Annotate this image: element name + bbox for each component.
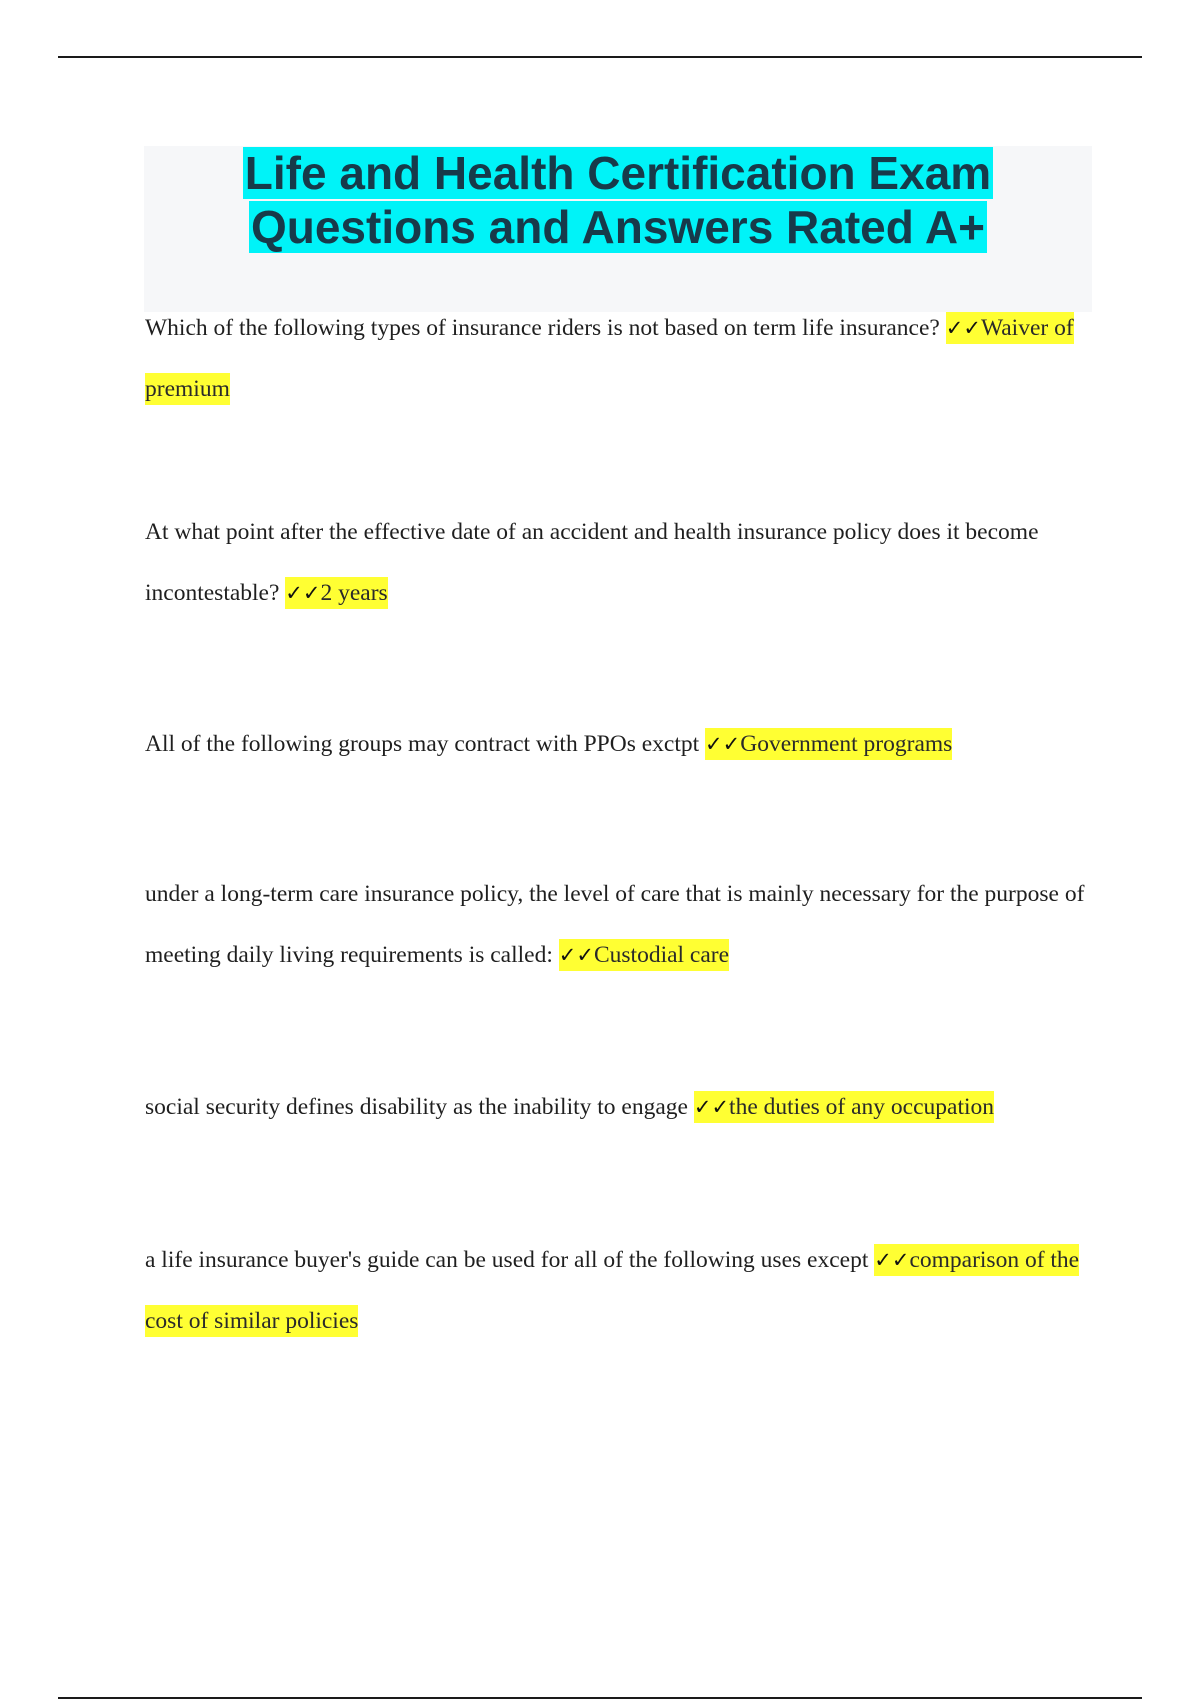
check-icon: ✓✓ xyxy=(693,1095,730,1119)
answer-text: comparison of the cost of similar policies xyxy=(145,1247,1080,1334)
document-title-line-1: Life and Health Certification Exam xyxy=(244,147,992,199)
answer-text: Government programs xyxy=(740,731,953,757)
qa-item xyxy=(145,502,1095,624)
document-title-line-2: Questions and Answers Rated A+ xyxy=(250,201,986,253)
answer-highlight xyxy=(285,577,387,609)
check-icon: ✓✓ xyxy=(285,581,321,605)
qa-item xyxy=(145,864,1095,986)
question-text: under a long-term care insurance policy, the level of care that is mainly necessary for the purpose of meeting daily living requirements is called: xyxy=(145,881,1085,968)
header-rule xyxy=(58,56,1142,58)
answer-highlight xyxy=(559,939,729,971)
footer-rule xyxy=(58,1697,1142,1699)
answer-text: the duties of any occupation xyxy=(729,1094,994,1120)
qa-item xyxy=(145,1077,1095,1138)
check-icon: ✓✓ xyxy=(558,943,594,967)
question-text: All of the following groups may contract with PPOs exctpt xyxy=(145,731,706,757)
question-text: social security defines disability as the inability to engage xyxy=(145,1094,694,1120)
answer-highlight xyxy=(705,728,952,760)
question-text: Which of the following types of insurance riders is not based on term life insurance? xyxy=(145,315,946,341)
answer-highlight xyxy=(694,1091,994,1123)
check-icon: ✓✓ xyxy=(874,1248,910,1272)
title-block xyxy=(144,146,1092,312)
answer-text: 2 years xyxy=(320,580,388,606)
question-text: a life insurance buyer's guide can be used for all of the following uses except xyxy=(145,1247,875,1273)
check-icon: ✓✓ xyxy=(705,732,741,756)
check-icon: ✓✓ xyxy=(945,316,981,340)
qa-item xyxy=(145,1230,1095,1352)
qa-item xyxy=(145,298,1095,420)
question-text: At what point after the effective date of an accident and health insurance policy does it become incontestable? xyxy=(145,519,1039,606)
qa-item xyxy=(145,714,1095,775)
answer-text: Custodial care xyxy=(593,942,730,968)
answer-text: Waiver of premium xyxy=(145,315,1074,402)
